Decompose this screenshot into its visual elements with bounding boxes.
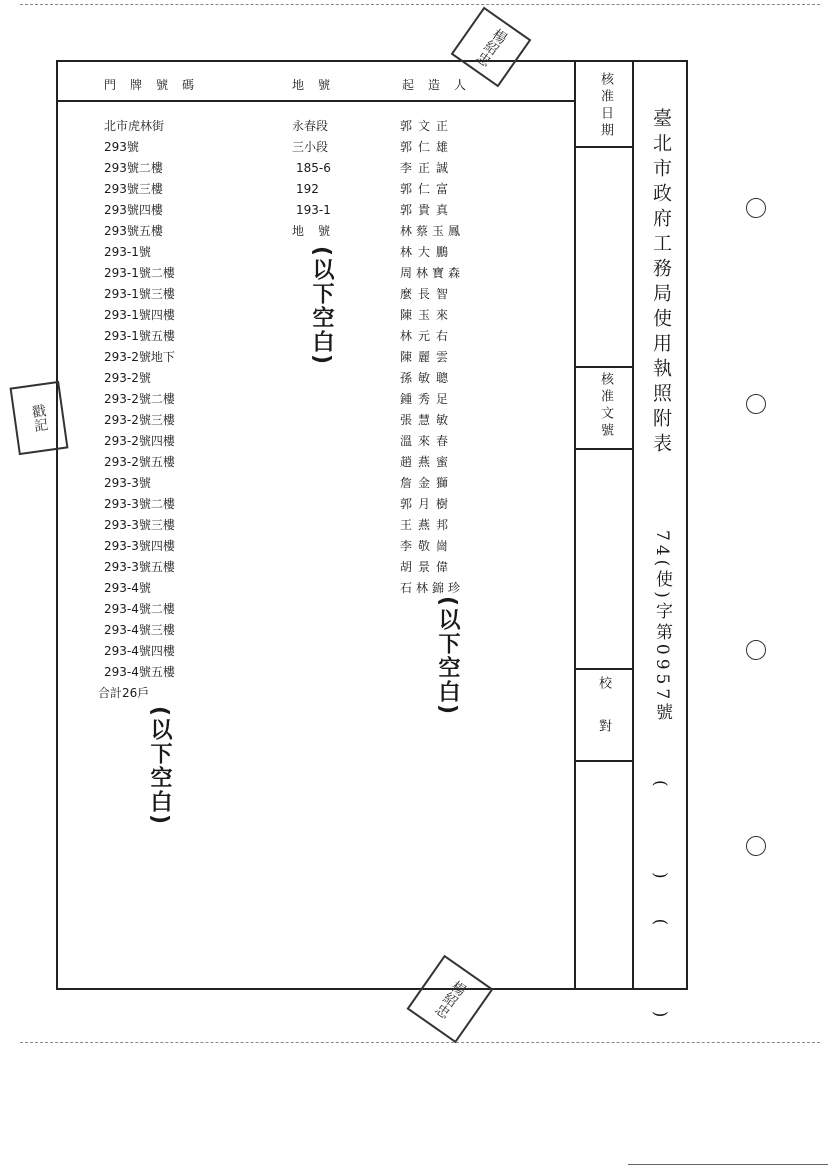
door-number-item: 293-1號五樓 bbox=[104, 329, 175, 343]
binder-hole-icon bbox=[746, 394, 766, 414]
door-number-item: 北市虎林街 bbox=[104, 119, 165, 133]
door-number-item: 293號二樓 bbox=[104, 161, 163, 175]
builder-item: 陳麗雲 bbox=[400, 350, 455, 364]
scan-corner-line bbox=[628, 1164, 828, 1165]
builder-item: 麼長智 bbox=[400, 287, 455, 301]
door-number-item: 293-2號二樓 bbox=[104, 392, 175, 406]
blank-mark-door: (以下空白) bbox=[147, 706, 172, 827]
seal-left bbox=[10, 381, 69, 455]
builder-item: 林大鵬 bbox=[400, 245, 455, 259]
builder-item: 林元右 bbox=[400, 329, 455, 343]
builder-item: 李正誠 bbox=[400, 161, 455, 175]
door-number-item: 293-3號二樓 bbox=[104, 497, 175, 511]
header-door-number: 門牌號碼 bbox=[104, 78, 209, 92]
header-builder: 起造人 bbox=[402, 78, 481, 92]
door-number-item: 293-1號三樓 bbox=[104, 287, 175, 301]
builder-item: 郭文正 bbox=[400, 119, 455, 133]
approval-column-left-border bbox=[574, 62, 576, 988]
door-number-item: 293-2號四樓 bbox=[104, 434, 175, 448]
binder-hole-icon bbox=[746, 198, 766, 218]
label-approval-date: 核准日期 bbox=[598, 72, 613, 140]
door-number-item: 293-2號地下 bbox=[104, 350, 175, 364]
land-number-item: 三小段 bbox=[292, 140, 329, 154]
builder-item: 孫敏聰 bbox=[400, 371, 455, 385]
door-number-item: 293號四樓 bbox=[104, 203, 163, 217]
door-number-item: 293-1號四樓 bbox=[104, 308, 175, 322]
door-number-item: 293-2號五樓 bbox=[104, 455, 175, 469]
land-number-item: 永春段 bbox=[292, 119, 329, 133]
door-number-item: 293-4號四樓 bbox=[104, 644, 175, 658]
door-number-item: 293-2號 bbox=[104, 371, 151, 385]
builder-item: 趙燕蜜 bbox=[400, 455, 455, 469]
scan-edge-top bbox=[20, 4, 820, 5]
builder-item: 陳玉來 bbox=[400, 308, 455, 322]
approval-date-divider bbox=[576, 146, 632, 148]
builder-item: 林蔡玉鳳 bbox=[400, 224, 465, 238]
approval-doc-box-bottom bbox=[576, 668, 632, 670]
builder-item: 張慧敏 bbox=[400, 413, 455, 427]
permit-tail: ( )( ) bbox=[650, 780, 670, 1058]
blank-mark-builder: (以下空白) bbox=[435, 596, 460, 717]
builder-item: 郭貴真 bbox=[400, 203, 455, 217]
door-number-item: 293-4號五樓 bbox=[104, 665, 175, 679]
permit-number: 74(使)字第0957號 bbox=[652, 530, 672, 725]
builder-item: 石林錦珍 bbox=[400, 581, 465, 595]
blank-mark-land: (以下空白) bbox=[309, 246, 334, 367]
land-number-item: 193-1 bbox=[296, 203, 331, 217]
builder-item: 周林寶森 bbox=[400, 266, 465, 280]
builder-item: 李敬崗 bbox=[400, 539, 455, 553]
door-number-item: 293號五樓 bbox=[104, 224, 163, 238]
scan-edge-bottom bbox=[20, 1042, 820, 1043]
door-number-item: 293-3號三樓 bbox=[104, 518, 175, 532]
land-number-item: 地號 bbox=[292, 224, 345, 238]
builder-item: 溫來春 bbox=[400, 434, 455, 448]
builder-item: 郭仁富 bbox=[400, 182, 455, 196]
door-number-item: 293-2號三樓 bbox=[104, 413, 175, 427]
builder-item: 詹金獅 bbox=[400, 476, 455, 490]
binder-hole-icon bbox=[746, 836, 766, 856]
door-number-item: 293-1號二樓 bbox=[104, 266, 175, 280]
builder-item: 王燕邦 bbox=[400, 518, 455, 532]
door-number-item: 293-3號四樓 bbox=[104, 539, 175, 553]
binder-hole-icon bbox=[746, 640, 766, 660]
builder-item: 郭仁雄 bbox=[400, 140, 455, 154]
label-approval-doc-no: 核准文號 bbox=[598, 372, 613, 440]
seal-bottom-text: 楊紹忠 bbox=[431, 977, 469, 1021]
door-number-item: 293-4號二樓 bbox=[104, 602, 175, 616]
door-number-item: 293-1號 bbox=[104, 245, 151, 259]
document-title: 臺北市政府工務局使用執照附表 bbox=[650, 108, 672, 458]
builder-item: 胡景偉 bbox=[400, 560, 455, 574]
door-number-item: 293-3號 bbox=[104, 476, 151, 490]
header-divider bbox=[58, 100, 576, 102]
builder-item: 郭月樹 bbox=[400, 497, 455, 511]
label-proofread: 校對 bbox=[596, 676, 611, 762]
header-land-number: 地號 bbox=[292, 78, 345, 92]
approval-doc-divider bbox=[576, 448, 632, 450]
door-number-total: 合計26戶 bbox=[98, 686, 150, 700]
door-number-item: 293-4號 bbox=[104, 581, 151, 595]
approval-date-box-bottom bbox=[576, 366, 632, 368]
door-number-item: 293號三樓 bbox=[104, 182, 163, 196]
land-number-item: 192 bbox=[296, 182, 319, 196]
door-number-item: 293號 bbox=[104, 140, 139, 154]
approval-column-right-border bbox=[632, 62, 634, 988]
builder-item: 鍾秀足 bbox=[400, 392, 455, 406]
door-number-item: 293-3號五樓 bbox=[104, 560, 175, 574]
seal-top-text: 楊紹忠 bbox=[472, 25, 510, 69]
land-number-item: 185-6 bbox=[296, 161, 331, 175]
door-number-item: 293-4號三樓 bbox=[104, 623, 175, 637]
seal-left-text: 戳記 bbox=[29, 403, 49, 433]
